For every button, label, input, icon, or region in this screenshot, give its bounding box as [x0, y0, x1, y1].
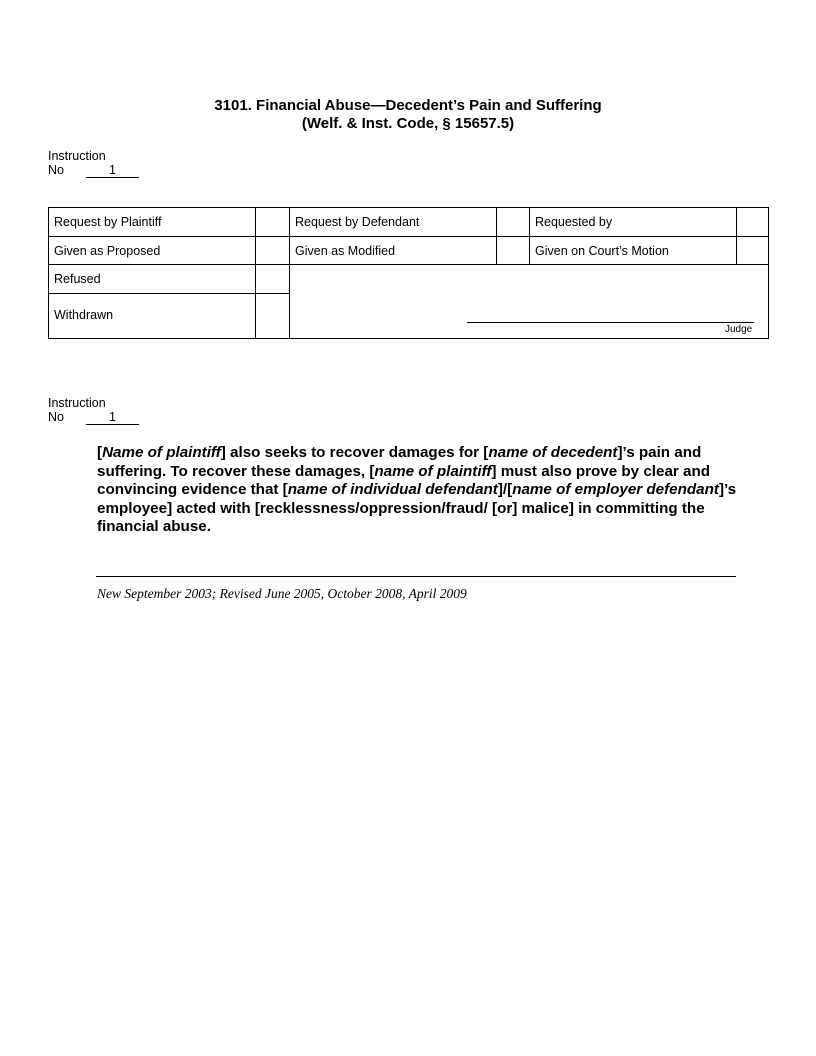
given-as-modified-label: Given as Modified: [295, 244, 396, 258]
body-segment: [: [97, 444, 103, 461]
no-label: No: [48, 410, 64, 424]
request-by-defendant-checkbox[interactable]: [497, 208, 530, 237]
revision-history: New September 2003; Revised June 2005, October 2008, April 2009: [97, 586, 467, 601]
grid-line: [49, 264, 768, 265]
given-as-proposed-checkbox[interactable]: [256, 237, 290, 265]
instruction-status-form: [48, 207, 769, 339]
given-as-modified-checkbox[interactable]: [497, 237, 530, 265]
grid-line: [289, 208, 290, 338]
withdrawn-label: Withdrawn: [54, 308, 114, 322]
given-on-courts-motion-checkbox[interactable]: [737, 237, 768, 265]
title-line-2: (Welf. & Inst. Code, § 15657.5): [301, 115, 515, 132]
request-by-plaintiff-label: Request by Plaintiff: [54, 215, 162, 229]
body-segment: ]’s employee] acted with [recklessness/oppression/fraud/ [or] malice] in committing the financial abuse.: [97, 481, 737, 536]
grid-line: [49, 236, 768, 237]
body-segment: ]’s pain and suffering. To recover these damages, [: [97, 444, 702, 480]
instruction-label: Instruction: [48, 396, 106, 410]
grid-line: [49, 293, 290, 294]
instruction-label: Instruction: [48, 149, 106, 163]
withdrawn-checkbox[interactable]: [256, 294, 290, 338]
instruction-body-text: [97, 444, 737, 537]
section-divider: [96, 576, 736, 577]
instruction-number-block-2: [48, 396, 116, 425]
instruction-number-field[interactable]: 1: [86, 163, 139, 178]
body-segment: ] also seeks to recover damages for [: [220, 444, 489, 461]
instruction-number-field[interactable]: 1: [86, 410, 139, 425]
grid-line: [255, 208, 256, 338]
body-segment: ] must also prove by clear and convincing evidence that [: [97, 462, 711, 499]
request-by-plaintiff-checkbox[interactable]: [256, 208, 290, 237]
body-segment-italic: name of decedent: [488, 444, 618, 461]
refused-label: Refused: [54, 272, 101, 286]
no-label: No: [48, 163, 64, 177]
given-on-courts-motion-label: Given on Court’s Motion: [535, 244, 669, 258]
refused-checkbox[interactable]: [256, 265, 290, 294]
body-segment-italic: Name of plaintiff: [102, 444, 221, 461]
given-as-proposed-label: Given as Proposed: [54, 244, 161, 258]
request-by-defendant-label: Request by Defendant: [295, 215, 420, 229]
judge-label: Judge: [725, 324, 753, 335]
body-segment-italic: name of individual defendant: [287, 481, 498, 499]
title-line-1: 3101. Financial Abuse—Decedent’s Pain and Suffering: [214, 97, 602, 114]
instruction-title: [0, 97, 816, 133]
instruction-number-block: [48, 149, 116, 178]
requested-by-checkbox[interactable]: [737, 208, 768, 237]
body-segment-italic: name of plaintiff: [374, 462, 492, 480]
body-segment: ]/[: [497, 481, 513, 499]
requested-by-label: Requested by: [535, 215, 613, 229]
judge-signature-line[interactable]: [467, 322, 754, 323]
body-segment-italic: name of employer defendant: [512, 481, 719, 499]
